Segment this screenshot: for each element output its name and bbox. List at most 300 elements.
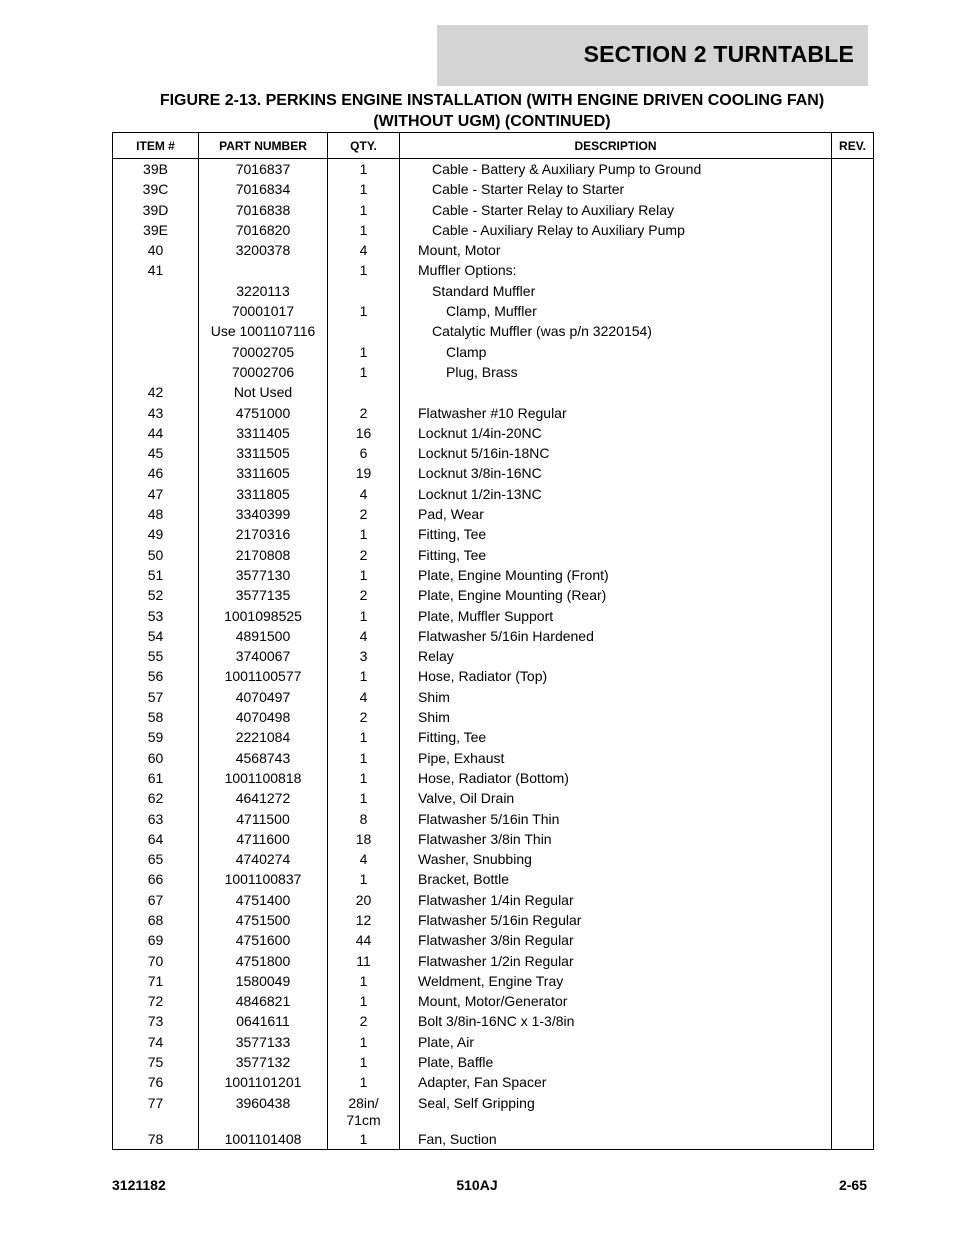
cell-part-number: 4751600	[199, 930, 328, 950]
cell-qty: 1	[328, 342, 400, 362]
table-row	[113, 849, 874, 869]
table-row	[113, 240, 874, 260]
table-row	[113, 1129, 874, 1150]
cell-item: 54	[113, 626, 199, 646]
cell-description: Flatwasher 5/16in Thin	[400, 809, 832, 829]
cell-part-number: 4751000	[199, 403, 328, 423]
cell-rev	[832, 1093, 874, 1129]
cell-qty: 1	[328, 971, 400, 991]
cell-item: 59	[113, 727, 199, 747]
cell-qty: 1	[328, 748, 400, 768]
cell-rev	[832, 869, 874, 889]
table-row	[113, 809, 874, 829]
cell-item: 48	[113, 504, 199, 524]
cell-qty: 1	[328, 200, 400, 220]
table-row	[113, 1032, 874, 1052]
cell-description: Locknut 1/4in-20NC	[400, 423, 832, 443]
cell-rev	[832, 565, 874, 585]
cell-qty	[328, 382, 400, 402]
cell-part-number: 3311805	[199, 484, 328, 504]
cell-part-number: 1001101408	[199, 1129, 328, 1150]
cell-rev	[832, 159, 874, 180]
cell-item: 46	[113, 463, 199, 483]
cell-part-number: 4751400	[199, 890, 328, 910]
cell-rev	[832, 545, 874, 565]
cell-description: Cable - Auxiliary Relay to Auxiliary Pump	[400, 220, 832, 240]
cell-qty: 1	[328, 524, 400, 544]
cell-description: Cable - Starter Relay to Auxiliary Relay	[400, 200, 832, 220]
cell-rev	[832, 1032, 874, 1052]
parts-table-body	[113, 159, 874, 1150]
table-row	[113, 727, 874, 747]
table-row	[113, 321, 874, 341]
cell-qty: 1	[328, 362, 400, 382]
cell-qty: 1	[328, 260, 400, 280]
cell-item	[113, 342, 199, 362]
table-row	[113, 687, 874, 707]
cell-item: 73	[113, 1011, 199, 1031]
cell-rev	[832, 281, 874, 301]
cell-qty: 2	[328, 545, 400, 565]
table-row	[113, 768, 874, 788]
cell-qty: 4	[328, 484, 400, 504]
table-row	[113, 788, 874, 808]
table-row	[113, 930, 874, 950]
cell-rev	[832, 524, 874, 544]
header-part-number: PART NUMBER	[199, 133, 328, 159]
cell-qty: 4	[328, 687, 400, 707]
cell-part-number: 3577133	[199, 1032, 328, 1052]
cell-item: 58	[113, 707, 199, 727]
cell-description: Catalytic Muffler (was p/n 3220154)	[400, 321, 832, 341]
cell-part-number: 7016838	[199, 200, 328, 220]
cell-item	[113, 301, 199, 321]
cell-item: 66	[113, 869, 199, 889]
table-row	[113, 748, 874, 768]
cell-rev	[832, 321, 874, 341]
table-row	[113, 829, 874, 849]
cell-part-number: 0641611	[199, 1011, 328, 1031]
footer-doc-number: 3121182	[112, 1177, 166, 1193]
cell-qty: 8	[328, 809, 400, 829]
cell-part-number: 3577132	[199, 1052, 328, 1072]
table-row	[113, 1093, 874, 1129]
cell-rev	[832, 1011, 874, 1031]
cell-description: Plate, Air	[400, 1032, 832, 1052]
cell-item: 68	[113, 910, 199, 930]
cell-description	[400, 382, 832, 402]
cell-item: 45	[113, 443, 199, 463]
cell-description: Fitting, Tee	[400, 524, 832, 544]
cell-item: 39E	[113, 220, 199, 240]
cell-rev	[832, 991, 874, 1011]
cell-item: 75	[113, 1052, 199, 1072]
cell-rev	[832, 748, 874, 768]
table-row	[113, 626, 874, 646]
cell-part-number: 3577135	[199, 585, 328, 605]
table-row	[113, 585, 874, 605]
cell-qty: 20	[328, 890, 400, 910]
cell-description: Standard Muffler	[400, 281, 832, 301]
cell-description: Cable - Battery & Auxiliary Pump to Ground	[400, 159, 832, 180]
cell-item: 63	[113, 809, 199, 829]
cell-part-number	[199, 260, 328, 280]
table-row	[113, 910, 874, 930]
table-row	[113, 403, 874, 423]
cell-description: Shim	[400, 707, 832, 727]
cell-item: 39D	[113, 200, 199, 220]
section-title: SECTION 2 TURNTABLE	[583, 41, 854, 67]
cell-item: 69	[113, 930, 199, 950]
cell-qty: 1	[328, 869, 400, 889]
cell-part-number: 1580049	[199, 971, 328, 991]
cell-description: Bolt 3/8in-16NC x 1-3/8in	[400, 1011, 832, 1031]
cell-description: Clamp, Muffler	[400, 301, 832, 321]
cell-part-number: 1001100818	[199, 768, 328, 788]
table-row	[113, 200, 874, 220]
cell-description: Clamp	[400, 342, 832, 362]
cell-part-number: 1001101201	[199, 1072, 328, 1092]
table-row	[113, 362, 874, 382]
cell-description: Locknut 3/8in-16NC	[400, 463, 832, 483]
cell-description: Flatwasher 5/16in Hardened	[400, 626, 832, 646]
cell-description: Fitting, Tee	[400, 545, 832, 565]
cell-qty: 1	[328, 666, 400, 686]
cell-description: Pad, Wear	[400, 504, 832, 524]
cell-description: Flatwasher #10 Regular	[400, 403, 832, 423]
cell-item: 77	[113, 1093, 199, 1129]
cell-item: 52	[113, 585, 199, 605]
cell-qty: 1	[328, 991, 400, 1011]
cell-part-number: 7016837	[199, 159, 328, 180]
cell-item: 61	[113, 768, 199, 788]
figure-title-line-2: (WITHOUT UGM) (CONTINUED)	[373, 113, 611, 130]
table-row	[113, 646, 874, 666]
cell-item: 39B	[113, 159, 199, 180]
cell-rev	[832, 849, 874, 869]
table-row	[113, 342, 874, 362]
cell-rev	[832, 707, 874, 727]
cell-part-number: 4751500	[199, 910, 328, 930]
cell-qty: 2	[328, 1011, 400, 1031]
cell-part-number: 4070497	[199, 687, 328, 707]
cell-description: Flatwasher 1/2in Regular	[400, 951, 832, 971]
table-row	[113, 1011, 874, 1031]
table-row	[113, 707, 874, 727]
header-description: DESCRIPTION	[400, 133, 832, 159]
table-header-row	[113, 133, 874, 159]
cell-item: 62	[113, 788, 199, 808]
cell-part-number: 70001017	[199, 301, 328, 321]
cell-description: Plate, Baffle	[400, 1052, 832, 1072]
cell-qty: 1	[328, 727, 400, 747]
cell-qty: 18	[328, 829, 400, 849]
cell-item: 50	[113, 545, 199, 565]
cell-description: Adapter, Fan Spacer	[400, 1072, 832, 1092]
cell-item	[113, 281, 199, 301]
cell-item: 74	[113, 1032, 199, 1052]
cell-rev	[832, 910, 874, 930]
cell-part-number: 70002705	[199, 342, 328, 362]
table-row	[113, 1052, 874, 1072]
cell-description: Plug, Brass	[400, 362, 832, 382]
cell-qty: 1	[328, 768, 400, 788]
cell-item: 49	[113, 524, 199, 544]
cell-description: Flatwasher 1/4in Regular	[400, 890, 832, 910]
header-rev: REV.	[832, 133, 874, 159]
cell-qty: 28in/ 71cm	[328, 1093, 400, 1129]
header-qty: QTY.	[328, 133, 400, 159]
cell-rev	[832, 179, 874, 199]
cell-description: Locknut 5/16in-18NC	[400, 443, 832, 463]
cell-description: Plate, Engine Mounting (Front)	[400, 565, 832, 585]
cell-rev	[832, 1052, 874, 1072]
cell-description: Hose, Radiator (Top)	[400, 666, 832, 686]
cell-qty: 1	[328, 565, 400, 585]
cell-qty: 4	[328, 626, 400, 646]
table-row	[113, 484, 874, 504]
cell-part-number: 2170316	[199, 524, 328, 544]
cell-item: 71	[113, 971, 199, 991]
cell-rev	[832, 727, 874, 747]
cell-part-number: 3740067	[199, 646, 328, 666]
table-row	[113, 869, 874, 889]
cell-qty: 3	[328, 646, 400, 666]
cell-item: 72	[113, 991, 199, 1011]
cell-qty: 1	[328, 179, 400, 199]
table-row	[113, 606, 874, 626]
figure-title	[112, 90, 872, 132]
cell-rev	[832, 890, 874, 910]
cell-qty: 2	[328, 504, 400, 524]
figure-title-line-1: FIGURE 2-13. PERKINS ENGINE INSTALLATION (WITH ENGINE DRIVEN COOLING FAN)	[159, 92, 825, 109]
table-row	[113, 463, 874, 483]
cell-part-number: Not Used	[199, 382, 328, 402]
cell-item: 67	[113, 890, 199, 910]
cell-item: 70	[113, 951, 199, 971]
cell-qty: 2	[328, 707, 400, 727]
cell-item: 56	[113, 666, 199, 686]
cell-qty: 4	[328, 240, 400, 260]
parts-table	[112, 132, 874, 1150]
table-row	[113, 545, 874, 565]
table-row	[113, 179, 874, 199]
cell-item: 41	[113, 260, 199, 280]
cell-rev	[832, 666, 874, 686]
cell-description: Flatwasher 3/8in Thin	[400, 829, 832, 849]
cell-rev	[832, 484, 874, 504]
cell-part-number: 4740274	[199, 849, 328, 869]
cell-qty: 1	[328, 606, 400, 626]
cell-description: Mount, Motor/Generator	[400, 991, 832, 1011]
cell-qty: 1	[328, 1032, 400, 1052]
cell-part-number: 4568743	[199, 748, 328, 768]
table-row	[113, 524, 874, 544]
cell-item: 78	[113, 1129, 199, 1150]
cell-rev	[832, 463, 874, 483]
table-row	[113, 382, 874, 402]
cell-rev	[832, 1072, 874, 1092]
cell-description: Fitting, Tee	[400, 727, 832, 747]
cell-description: Bracket, Bottle	[400, 869, 832, 889]
cell-qty: 6	[328, 443, 400, 463]
cell-rev	[832, 829, 874, 849]
cell-qty: 1	[328, 301, 400, 321]
table-row	[113, 220, 874, 240]
cell-rev	[832, 768, 874, 788]
cell-part-number: 3340399	[199, 504, 328, 524]
cell-rev	[832, 260, 874, 280]
cell-qty: 44	[328, 930, 400, 950]
cell-qty: 1	[328, 788, 400, 808]
cell-rev	[832, 788, 874, 808]
cell-description: Plate, Engine Mounting (Rear)	[400, 585, 832, 605]
cell-rev	[832, 382, 874, 402]
cell-part-number: Use 1001107116	[199, 321, 328, 341]
cell-qty	[328, 321, 400, 341]
cell-description: Hose, Radiator (Bottom)	[400, 768, 832, 788]
cell-description: Plate, Muffler Support	[400, 606, 832, 626]
cell-part-number: 3577130	[199, 565, 328, 585]
cell-rev	[832, 951, 874, 971]
header-item: ITEM #	[113, 133, 199, 159]
cell-qty: 1	[328, 1072, 400, 1092]
table-row	[113, 260, 874, 280]
table-row	[113, 991, 874, 1011]
cell-rev	[832, 504, 874, 524]
cell-qty: 4	[328, 849, 400, 869]
cell-qty: 1	[328, 1129, 400, 1150]
cell-part-number: 4711600	[199, 829, 328, 849]
cell-part-number: 4070498	[199, 707, 328, 727]
table-row	[113, 301, 874, 321]
cell-item: 47	[113, 484, 199, 504]
cell-part-number: 1001100837	[199, 869, 328, 889]
cell-rev	[832, 809, 874, 829]
cell-description: Washer, Snubbing	[400, 849, 832, 869]
cell-qty: 1	[328, 159, 400, 180]
cell-item: 55	[113, 646, 199, 666]
cell-description: Shim	[400, 687, 832, 707]
table-row	[113, 281, 874, 301]
cell-part-number: 4751800	[199, 951, 328, 971]
cell-qty: 1	[328, 1052, 400, 1072]
table-row	[113, 1072, 874, 1092]
cell-description: Locknut 1/2in-13NC	[400, 484, 832, 504]
cell-part-number: 3311405	[199, 423, 328, 443]
table-row	[113, 666, 874, 686]
cell-item: 42	[113, 382, 199, 402]
footer-model: 510AJ	[456, 1177, 498, 1193]
cell-rev	[832, 585, 874, 605]
footer-page-number: 2-65	[838, 1177, 867, 1193]
cell-part-number: 3200378	[199, 240, 328, 260]
cell-item: 40	[113, 240, 199, 260]
table-row	[113, 565, 874, 585]
cell-rev	[832, 1129, 874, 1150]
cell-part-number: 4641272	[199, 788, 328, 808]
cell-item: 65	[113, 849, 199, 869]
cell-description: Muffler Options:	[400, 260, 832, 280]
cell-item: 39C	[113, 179, 199, 199]
cell-description: Weldment, Engine Tray	[400, 971, 832, 991]
cell-rev	[832, 626, 874, 646]
table-row	[113, 443, 874, 463]
cell-rev	[832, 220, 874, 240]
cell-part-number: 4846821	[199, 991, 328, 1011]
table-row	[113, 423, 874, 443]
table-row	[113, 504, 874, 524]
cell-rev	[832, 301, 874, 321]
cell-part-number: 70002706	[199, 362, 328, 382]
cell-part-number: 2221084	[199, 727, 328, 747]
cell-item: 51	[113, 565, 199, 585]
cell-rev	[832, 423, 874, 443]
cell-rev	[832, 687, 874, 707]
cell-rev	[832, 646, 874, 666]
table-row	[113, 159, 874, 180]
cell-qty: 19	[328, 463, 400, 483]
cell-rev	[832, 606, 874, 626]
cell-part-number: 3311605	[199, 463, 328, 483]
cell-item: 44	[113, 423, 199, 443]
cell-item: 53	[113, 606, 199, 626]
cell-item: 76	[113, 1072, 199, 1092]
cell-description: Relay	[400, 646, 832, 666]
cell-item: 64	[113, 829, 199, 849]
table-row	[113, 971, 874, 991]
cell-description: Cable - Starter Relay to Starter	[400, 179, 832, 199]
cell-part-number: 1001100577	[199, 666, 328, 686]
cell-description: Fan, Suction	[400, 1129, 832, 1150]
cell-part-number: 3960438	[199, 1093, 328, 1129]
cell-item	[113, 362, 199, 382]
cell-description: Mount, Motor	[400, 240, 832, 260]
cell-description: Flatwasher 3/8in Regular	[400, 930, 832, 950]
cell-part-number: 7016820	[199, 220, 328, 240]
cell-item	[113, 321, 199, 341]
cell-item: 43	[113, 403, 199, 423]
cell-qty: 2	[328, 585, 400, 605]
table-row	[113, 951, 874, 971]
cell-part-number: 3311505	[199, 443, 328, 463]
cell-rev	[832, 930, 874, 950]
cell-rev	[832, 240, 874, 260]
cell-rev	[832, 403, 874, 423]
cell-qty	[328, 281, 400, 301]
cell-rev	[832, 362, 874, 382]
cell-part-number: 3220113	[199, 281, 328, 301]
cell-part-number: 2170808	[199, 545, 328, 565]
cell-description: Seal, Self Gripping	[400, 1093, 832, 1129]
cell-rev	[832, 200, 874, 220]
cell-item: 57	[113, 687, 199, 707]
cell-description: Valve, Oil Drain	[400, 788, 832, 808]
cell-description: Flatwasher 5/16in Regular	[400, 910, 832, 930]
cell-rev	[832, 971, 874, 991]
cell-item: 60	[113, 748, 199, 768]
cell-rev	[832, 342, 874, 362]
cell-qty: 16	[328, 423, 400, 443]
cell-part-number: 4891500	[199, 626, 328, 646]
cell-qty: 12	[328, 910, 400, 930]
cell-part-number: 7016834	[199, 179, 328, 199]
section-banner	[437, 25, 868, 86]
cell-part-number: 4711500	[199, 809, 328, 829]
cell-part-number: 1001098525	[199, 606, 328, 626]
cell-qty: 1	[328, 220, 400, 240]
cell-description: Pipe, Exhaust	[400, 748, 832, 768]
